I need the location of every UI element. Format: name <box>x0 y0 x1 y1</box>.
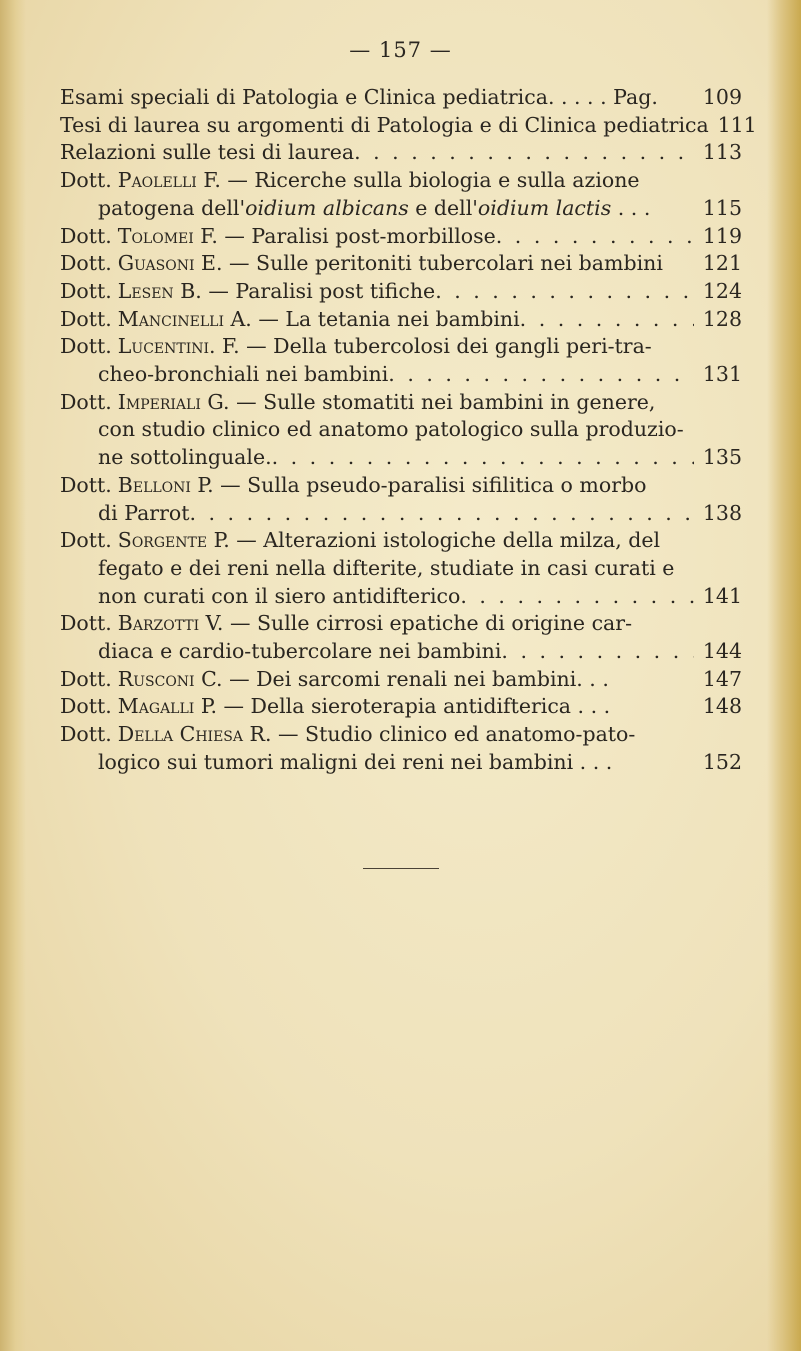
entry-title-text: — Sulla pseudo-paralisi sifilitica o morbo <box>220 472 647 497</box>
entry-title-text: — Ricerche sulla biologia e sulla azione <box>227 168 640 193</box>
toc-entry <box>60 306 742 334</box>
page-reference: 111 <box>717 112 757 137</box>
page-reference: 141 <box>702 583 742 608</box>
title-prefix: Dott. <box>60 306 112 331</box>
title-prefix: Dott. <box>60 611 112 636</box>
page-reference: 147 <box>702 666 742 691</box>
entry-title-text: — Studio clinico ed anatomo-pato- <box>278 722 636 747</box>
toc-line <box>60 195 742 223</box>
toc-entry <box>60 278 742 306</box>
dot-leader <box>388 361 694 389</box>
page-reference: 113 <box>702 140 742 165</box>
entry-title-text: — Alterazioni istologiche della milza, del <box>236 528 661 553</box>
entry-title-text: Relazioni sulle tesi di laurea <box>60 140 355 165</box>
toc-entry <box>60 721 742 776</box>
toc-line <box>60 721 742 749</box>
page-reference: 138 <box>702 500 742 525</box>
entry-title-text: ne sottolinguale. <box>98 445 272 470</box>
dot-leader <box>520 306 694 334</box>
entry-title-text: logico sui tumori maligni dei reni nei bambini . . . <box>98 749 613 774</box>
page-reference: 148 <box>702 694 742 719</box>
toc-line <box>60 638 742 666</box>
page-reference: 144 <box>702 639 742 664</box>
dot-leader <box>189 500 694 528</box>
toc-entry <box>60 666 742 694</box>
author-name: Belloni P. <box>117 472 214 497</box>
entry-title-text: — Sulle peritoniti tubercolari nei bambini <box>229 251 663 276</box>
author-name: Lesen B. <box>117 278 202 303</box>
toc-line <box>60 84 742 112</box>
dot-leader <box>501 638 694 666</box>
author-name: Magalli P. <box>117 694 217 719</box>
toc-entry <box>60 333 742 388</box>
title-prefix: Dott. <box>60 223 112 248</box>
toc-line <box>60 472 742 500</box>
title-prefix: Dott. <box>60 168 112 193</box>
author-name: Sorgente P. <box>117 528 230 553</box>
entry-title-text: — Della sieroterapia antidifterica . . . <box>223 694 611 719</box>
toc-entry <box>60 250 742 278</box>
page-reference: 109 <box>702 85 742 109</box>
toc-line <box>60 389 742 417</box>
toc-line <box>60 139 742 167</box>
title-prefix: Dott. <box>60 722 112 747</box>
page-reference: 119 <box>702 223 742 248</box>
toc-line <box>60 361 742 389</box>
page-number: — 157 — <box>349 38 452 62</box>
entry-title-text: patogena dell'oidium albicans e dell'oidium lactis . . . <box>98 195 651 220</box>
toc-entry <box>60 693 742 721</box>
toc-entry <box>60 389 742 472</box>
toc-entry <box>60 139 742 167</box>
toc-line <box>60 693 742 721</box>
entry-title-text: non curati con il siero antidifterico <box>98 583 461 608</box>
entry-title-text: — Paralisi post tifiche <box>208 278 436 303</box>
title-prefix: Dott. <box>60 472 112 497</box>
page-edge-left <box>0 0 26 1351</box>
dot-leader <box>460 583 694 611</box>
toc-entry <box>60 610 742 665</box>
toc-line <box>60 666 742 694</box>
entry-title-text: — Dei sarcomi renali nei bambini. . . <box>229 666 609 691</box>
title-prefix: Dott. <box>60 334 112 359</box>
entry-title-text: di Parrot <box>98 500 190 525</box>
author-name: Guasoni E. <box>117 251 223 276</box>
entry-title-text: Esami speciali di Patologia e Clinica pediatrica. . . . . Pag. <box>60 85 658 109</box>
page-edge-right <box>767 0 801 1351</box>
toc-line <box>60 278 742 306</box>
entry-title-text: — Sulle cirrosi epatiche di origine car- <box>229 611 633 636</box>
title-prefix: Dott. <box>60 694 112 719</box>
toc-entry <box>60 472 742 527</box>
dot-leader <box>496 223 694 251</box>
toc-line <box>60 555 742 583</box>
dot-leader <box>354 139 694 167</box>
toc-line <box>60 500 742 528</box>
author-name: Rusconi C. <box>117 666 223 691</box>
toc-entry <box>60 112 757 140</box>
entry-title-text: — Sulle stomatiti nei bambini in genere, <box>236 389 656 414</box>
toc-entry <box>60 167 742 222</box>
toc-line <box>60 167 742 195</box>
toc-line <box>60 610 742 638</box>
author-name: Imperiali G. <box>117 389 230 414</box>
toc-line <box>60 583 742 611</box>
toc-entry <box>60 223 742 251</box>
toc-line <box>60 333 742 361</box>
toc-entry <box>60 84 742 112</box>
title-prefix: Dott. <box>60 278 112 303</box>
author-name: Lucentini. F. <box>117 334 240 359</box>
author-name: Mancinelli A. <box>117 306 252 331</box>
page-reference: 128 <box>702 306 742 331</box>
title-prefix: Dott. <box>60 251 112 276</box>
dot-leader <box>435 278 694 306</box>
toc-line <box>60 112 757 140</box>
title-prefix: Dott. <box>60 666 112 691</box>
toc-line <box>60 749 742 777</box>
toc-entry <box>60 527 742 610</box>
toc-line <box>60 250 742 278</box>
toc-line <box>60 223 742 251</box>
entry-title-text: diaca e cardio-tubercolare nei bambini <box>98 639 502 664</box>
page-reference: 135 <box>702 445 742 470</box>
closing-rule <box>363 868 439 869</box>
entry-title-text: — Della tubercolosi dei gangli peri-tra- <box>246 334 652 359</box>
toc-line <box>60 527 742 555</box>
page-reference: 131 <box>702 362 742 387</box>
author-name: Della Chiesa R. <box>117 722 272 747</box>
title-prefix: Dott. <box>60 389 112 414</box>
entry-title-text: Tesi di laurea su argomenti di Patologia e di Clinica pediatrica <box>60 112 709 137</box>
page-reference: 152 <box>702 749 742 774</box>
author-name: Barzotti V. <box>117 611 224 636</box>
author-name: Tolomei F. <box>117 223 218 248</box>
page-reference: 124 <box>702 278 742 303</box>
page-reference: 121 <box>702 251 742 276</box>
toc-line <box>60 306 742 334</box>
toc-line <box>60 416 742 444</box>
title-prefix: Dott. <box>60 528 112 553</box>
dot-leader <box>272 444 694 472</box>
entry-title-text: con studio clinico ed anatomo patologico sulla produzio- <box>98 417 684 442</box>
entry-title-text: cheo-bronchiali nei bambini <box>98 362 389 387</box>
page-reference: 115 <box>702 195 742 220</box>
entry-title-text: — La tetania nei bambini <box>258 306 520 331</box>
entry-title-text: — Paralisi post-morbillose <box>224 223 496 248</box>
toc-line <box>60 444 742 472</box>
author-name: Paolelli F. <box>117 168 221 193</box>
table-of-contents <box>60 84 757 777</box>
entry-title-text: fegato e dei reni nella difterite, studiate in casi curati e <box>98 555 675 580</box>
